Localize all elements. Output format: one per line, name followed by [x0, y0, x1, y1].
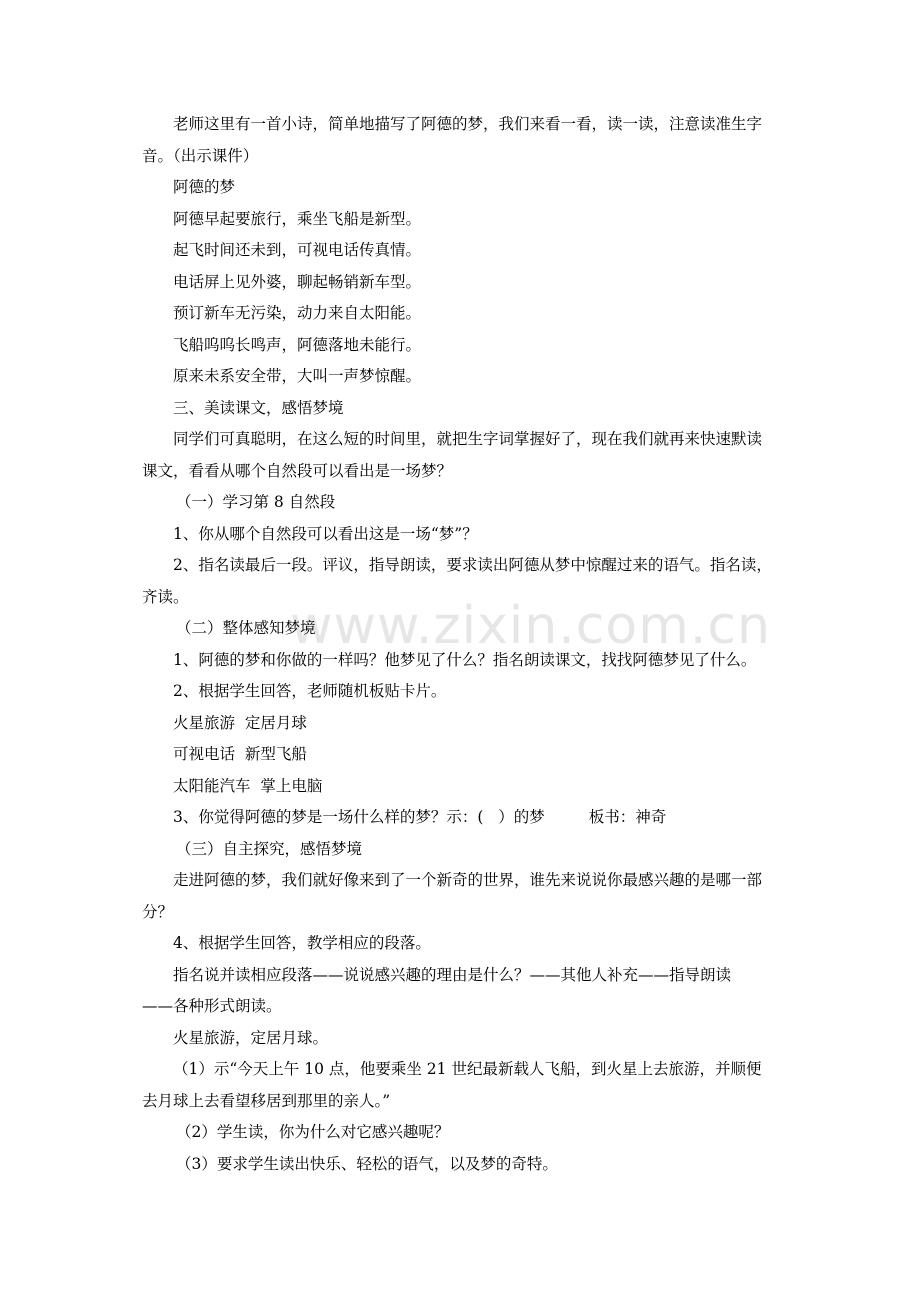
poem-line-3: 电话屏上见外婆，聊起畅销新车型。 [173, 272, 422, 291]
question-2-line-1: 2、指名读最后一段。评议，指导朗读，要求读出阿德从梦中惊醒过来的语气。指名读， [173, 556, 772, 574]
card-line-1: 火星旅游 定居月球 [173, 713, 307, 732]
poem-line-1: 阿德早起要旅行，乘坐飞船是新型。 [173, 209, 422, 228]
paragraph-2-line-1: 走进阿德的梦，我们就好像来到了一个新奇的世界，谁先来说说你最感兴趣的是哪一部 [173, 871, 763, 889]
poem-line-4: 预订新车无污染，动力来自太阳能。 [173, 304, 422, 322]
paragraph-1-line-1: 同学们可真聪明，在这么短的时间里，就把生字词掌握好了，现在我们就再来快速默读 [173, 430, 763, 448]
question-5 [142, 802, 782, 834]
item-1-line-1: （1）示“今天上午 10 点，他要乘坐 21 世纪最新载人飞船，到火星上去旅游，并顺便 [173, 1060, 762, 1078]
poem-line-6: 原来未系安全带，大叫一声梦惊醒。 [173, 367, 422, 385]
subheading-1: （一）学习第 8 自然段 [176, 493, 336, 511]
poem-line-2: 起飞时间还未到，可视电话传真情。 [173, 241, 422, 259]
question-3: 1、阿德的梦和你做的一样吗？他梦见了什么？指名朗读课文，找找阿德梦见了什么。 [173, 650, 757, 669]
intro-line-2: 音。（出示课件） [142, 146, 259, 165]
section-heading-3: 三、美读课文，感悟梦境 [173, 398, 344, 417]
question-6: 4、根据学生回答，教学相应的段落。 [173, 934, 431, 952]
document-body [142, 109, 782, 1180]
card-line-3: 太阳能汽车 掌上电脑 [173, 776, 323, 795]
poem-line-5: 飞船呜呜长鸣声，阿德落地未能行。 [173, 335, 422, 354]
poem-title: 阿德的梦 [173, 178, 236, 196]
paragraph-2-line-2: 分？ [142, 902, 174, 921]
question-4: 2、根据学生回答，老师随机板贴卡片。 [173, 682, 447, 700]
paragraph-3-line-2: ——各种形式朗读。 [142, 997, 282, 1015]
item-3: （3）要求学生读出快乐、轻松的语气，以及梦的奇特。 [176, 1154, 558, 1173]
blackboard-note: 板书：神奇 [588, 808, 667, 826]
intro-line-1: 老师这里有一首小诗，简单地描写了阿德的梦，我们来看一看，读一读，注意读准生字 [173, 115, 763, 133]
card-line-2: 可视电话 新型飞船 [173, 745, 307, 763]
item-1-line-2: 去月球上去看望移居到那里的亲人。” [142, 1091, 391, 1110]
question-2-line-2: 齐读。 [142, 587, 189, 606]
subheading-2: （二）整体感知梦境 [176, 619, 316, 637]
subheading-3: （三）自主探究，感悟梦境 [176, 839, 363, 858]
topic-1: 火星旅游，定居月球。 [173, 1028, 329, 1047]
paragraph-1-line-2: 课文，看看从哪个自然段可以看出是一场梦？ [142, 461, 453, 480]
question-1: 1、你从哪个自然段可以看出这是一场“梦”？ [173, 524, 478, 543]
question-5-text: 3、你觉得阿德的梦是一场什么样的梦？示：( ）的梦 [173, 808, 545, 826]
item-2: （2）学生读，你为什么对它感兴趣呢？ [176, 1123, 450, 1141]
paragraph-3-line-1: 指名说并读相应段落——说说感兴趣的理由是什么？——其他人补充——指导朗读 [173, 965, 732, 984]
watermark: www.zixin.com.cn [290, 596, 771, 656]
